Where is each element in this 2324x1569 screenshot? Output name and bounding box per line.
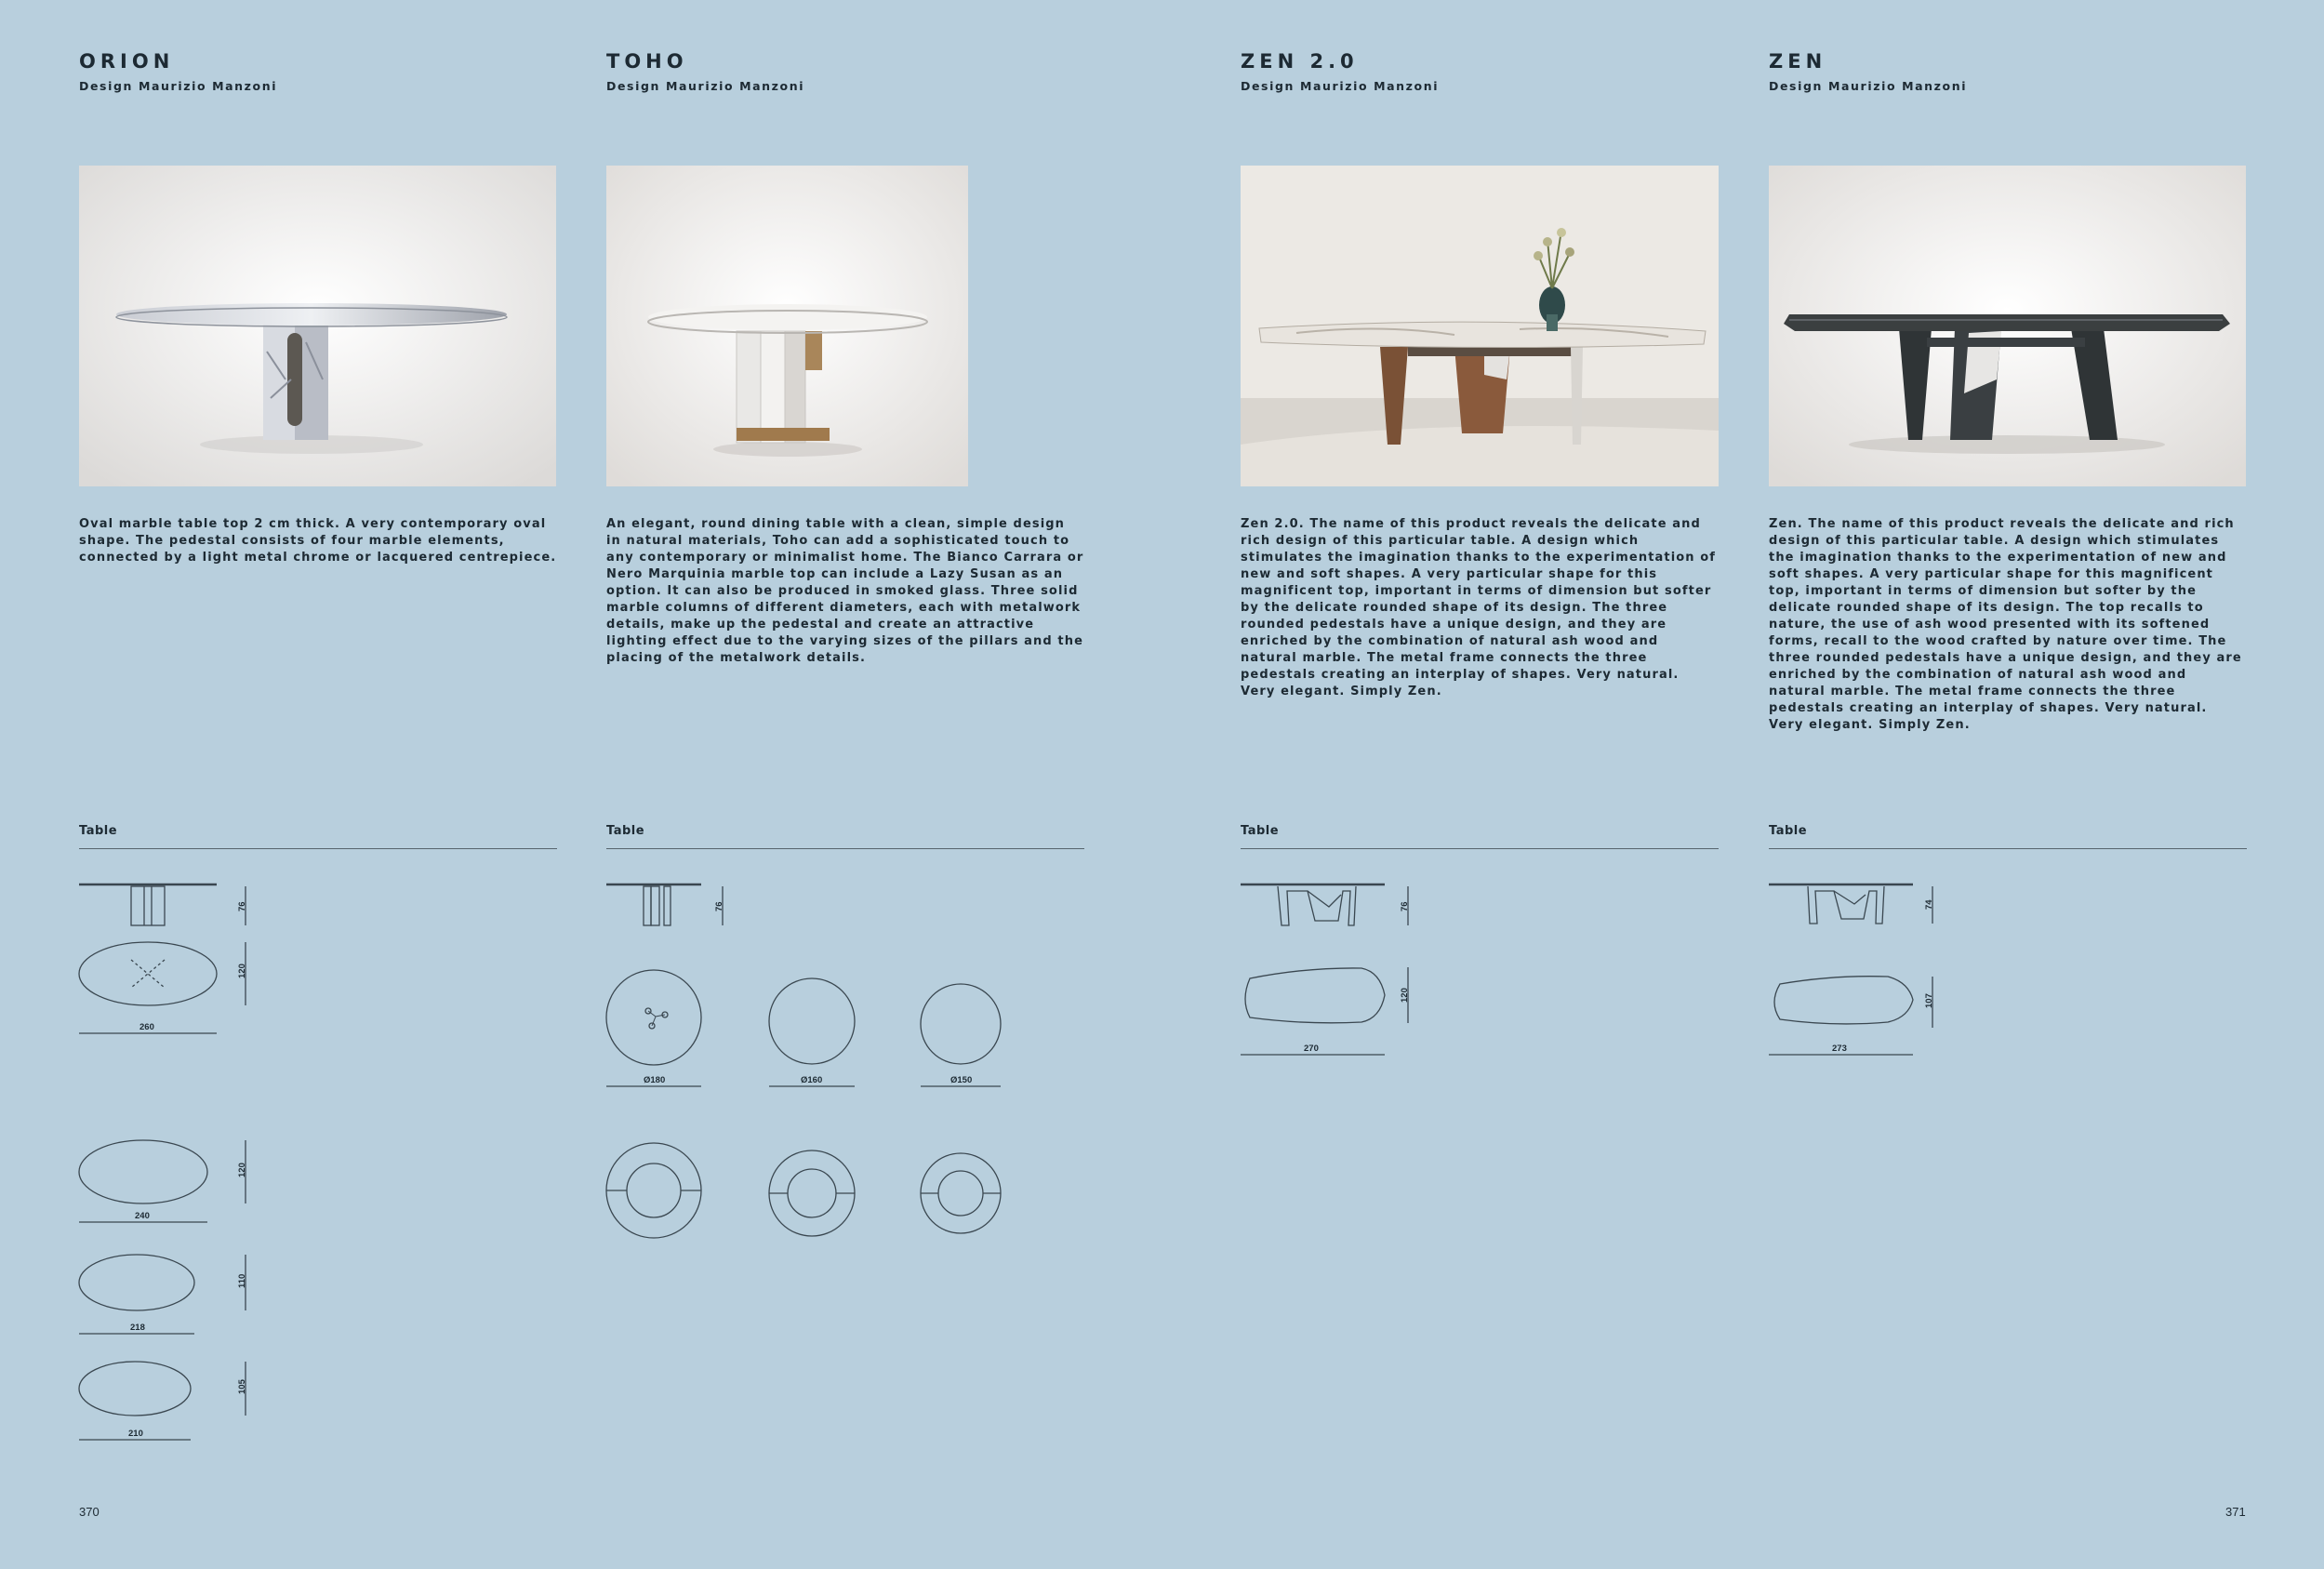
dim-width-120: 120: [1400, 988, 1410, 1003]
product-designer: Design Maurizio Manzoni: [1769, 79, 1968, 93]
dim-diameter-180: Ø180: [644, 1075, 666, 1085]
dim-width-110: 110: [237, 1273, 247, 1288]
technical-drawings-orion: [79, 0, 557, 1569]
product-title: TOHO: [606, 50, 688, 73]
section-label-table: Table: [79, 824, 118, 838]
dim-length-210: 210: [128, 1429, 143, 1439]
dim-length-260: 260: [139, 1022, 154, 1032]
dim-width-107: 107: [1924, 993, 1934, 1008]
dim-height-76: 76: [237, 901, 247, 911]
product-description: Oval marble table top 2 cm thick. A very contemporary oval shape. The pedestal consists of four marble elements, connected by a light metal chrome or lacquered centrepiece.: [79, 517, 557, 565]
dim-height-74: 74: [1924, 899, 1934, 910]
dim-length-218: 218: [130, 1323, 145, 1333]
section-label-table: Table: [1769, 824, 1808, 838]
technical-drawings-toho: [606, 0, 1084, 1569]
section-label-table: Table: [1241, 824, 1280, 838]
dim-width-120b: 120: [237, 1163, 247, 1177]
technical-drawings-zen-2-0: [1241, 0, 1719, 1569]
product-title: ZEN: [1769, 50, 1827, 73]
product-title: ORION: [79, 50, 175, 73]
technical-drawings-zen: [1769, 0, 2247, 1569]
dim-width-105: 105: [237, 1379, 247, 1394]
product-description: An elegant, round dining table with a clean, simple design in natural materials, Toho can add a sophisticated touch to any contemporary or minimalist home. The Bianco Carrara or Nero Marquinia marble top can include a Lazy Susan as an option. It can also be produced in smoked glass. Three solid marble columns of different diameters, each with metalwork details, make up the pedestal and create an attractive lighting effect due to the varying sizes of the pillars and the placing of the metalwork details.: [606, 517, 1084, 665]
product-designer: Design Maurizio Manzoni: [1241, 79, 1440, 93]
dim-height-76: 76: [1400, 901, 1410, 911]
dim-length-273: 273: [1832, 1044, 1847, 1054]
product-title: ZEN 2.0: [1241, 50, 1359, 73]
product-description: Zen 2.0. The name of this product reveals the delicate and rich design of this particular table. A design which stimulates the imagination thanks to the experimentation of new and soft shapes. A very particular shape for this magnificent top, important in terms of dimension but softer by the delicate rounded shape of its design. The three rounded pedestals have a unique design, and they are enriched by the combination of natural ash wood and natural marble. The metal frame connects the three pedestals creating an interplay of shapes. Very natural. Very elegant. Simply Zen.: [1241, 517, 1717, 698]
dim-diameter-160: Ø160: [801, 1075, 823, 1085]
section-label-table: Table: [606, 824, 645, 838]
page-number-right: 371: [2225, 1505, 2246, 1519]
dim-diameter-150: Ø150: [950, 1075, 973, 1085]
dim-height-76: 76: [714, 901, 724, 911]
page-number-left: 370: [79, 1505, 100, 1519]
product-designer: Design Maurizio Manzoni: [79, 79, 278, 93]
dim-length-240: 240: [135, 1211, 150, 1221]
dim-width-120: 120: [237, 964, 247, 978]
dim-length-270: 270: [1304, 1044, 1319, 1054]
product-designer: Design Maurizio Manzoni: [606, 79, 805, 93]
product-description: Zen. The name of this product reveals the delicate and rich design of this particular table. A design which stimulates the imagination thanks to the experimentation of new and soft shapes. A very particular shape for this magnificent top, important in terms of dimension but softer by the delicate rounded shape of its design. The top recalls to nature, the use of ash wood presented with its softened forms, recall to the wood crafted by nature over time. The three rounded pedestals have a unique design, and they are enriched by the combination of natural ash wood and natural marble. The metal frame connects the three pedestals creating an interplay of shapes. Very natural. Very elegant. Simply Zen.: [1769, 517, 2242, 732]
